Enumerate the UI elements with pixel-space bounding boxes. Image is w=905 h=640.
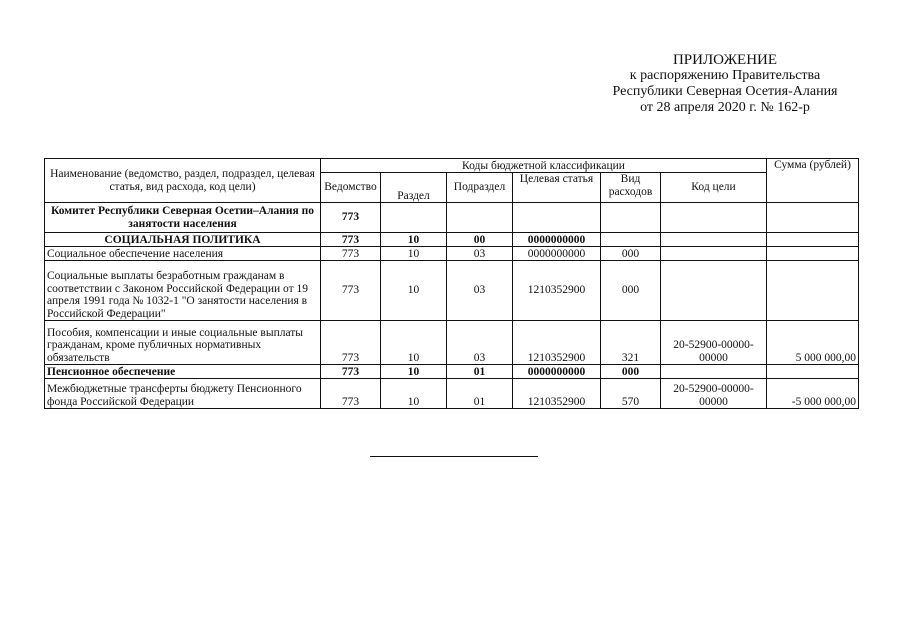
cell-celevaya: 1210352900 xyxy=(513,261,601,321)
header-row-1 xyxy=(45,159,859,173)
cell-celevaya: 0000000000 xyxy=(513,365,601,379)
row-name: Социальные выплаты безработным гражданам в соответствии с Законом Российской Федерации от 19 апреля 1991 года № 1032-1 "О занятости населения в Российской Федерации" xyxy=(45,261,321,321)
cell-vid: 000 xyxy=(601,365,661,379)
cell-razdel: 10 xyxy=(381,365,447,379)
cell-vedomstvo: 773 xyxy=(321,247,381,261)
cell-podrazdel: 01 xyxy=(447,379,513,409)
cell-vedomstvo: 773 xyxy=(321,203,381,233)
cell-celevaya: 0000000000 xyxy=(513,247,601,261)
row-name: Пенсионное обеспечение xyxy=(45,365,321,379)
cell-razdel xyxy=(381,203,447,233)
cell-sum xyxy=(767,261,859,321)
table-row xyxy=(45,365,859,379)
cell-razdel: 10 xyxy=(381,247,447,261)
cell-vedomstvo: 773 xyxy=(321,321,381,365)
col-header-vid: Вид расходов xyxy=(601,173,661,203)
cell-sum xyxy=(767,233,859,247)
cell-vid: 570 xyxy=(601,379,661,409)
col-header-razdel: Раздел xyxy=(381,173,447,203)
cell-vid: 321 xyxy=(601,321,661,365)
cell-podrazdel: 03 xyxy=(447,261,513,321)
col-header-sum: Сумма (рублей) xyxy=(767,159,859,203)
appendix-date-line: от 28 апреля 2020 г. № 162-р xyxy=(640,100,810,115)
row-name: Комитет Республики Северная Осетии–Алания по занятости населения xyxy=(45,203,321,233)
cell-razdel: 10 xyxy=(381,321,447,365)
cell-vedomstvo: 773 xyxy=(321,365,381,379)
cell-razdel: 10 xyxy=(381,233,447,247)
col-header-vedomstvo: Ведомство xyxy=(321,173,381,203)
cell-podrazdel: 01 xyxy=(447,365,513,379)
cell-celevaya: 1210352900 xyxy=(513,379,601,409)
row-name: СОЦИАЛЬНАЯ ПОЛИТИКА xyxy=(45,233,321,247)
table-row xyxy=(45,261,859,321)
signature-divider-line xyxy=(370,456,538,457)
cell-podrazdel xyxy=(447,203,513,233)
cell-vedomstvo: 773 xyxy=(321,261,381,321)
cell-podrazdel: 03 xyxy=(447,321,513,365)
cell-razdel: 10 xyxy=(381,379,447,409)
cell-celevaya: 0000000000 xyxy=(513,233,601,247)
cell-podrazdel: 03 xyxy=(447,247,513,261)
cell-sum xyxy=(767,365,859,379)
cell-razdel: 10 xyxy=(381,261,447,321)
col-header-kod-celi: Код цели xyxy=(661,173,767,203)
table-row xyxy=(45,203,859,233)
budget-table xyxy=(44,158,859,409)
table-row xyxy=(45,247,859,261)
col-header-podrazdel: Подраздел xyxy=(447,173,513,203)
cell-vid xyxy=(601,233,661,247)
appendix-header xyxy=(560,52,890,116)
cell-celevaya: 1210352900 xyxy=(513,321,601,365)
cell-kod-celi: 20-52900-00000-00000 xyxy=(661,321,767,365)
appendix-title: ПРИЛОЖЕНИЕ xyxy=(672,52,778,68)
appendix-line-1: к распоряжению Правительства xyxy=(629,68,821,83)
cell-kod-celi xyxy=(661,247,767,261)
cell-kod-celi xyxy=(661,365,767,379)
cell-kod-celi xyxy=(661,261,767,321)
cell-vedomstvo: 773 xyxy=(321,233,381,247)
cell-vid: 000 xyxy=(601,261,661,321)
cell-vid: 000 xyxy=(601,247,661,261)
table-row xyxy=(45,379,859,409)
col-header-codes: Коды бюджетной классификации xyxy=(321,159,767,173)
cell-sum: -5 000 000,00 xyxy=(767,379,859,409)
col-header-celevaya: Целевая статья xyxy=(513,173,601,203)
col-header-name: Наименование (ведомство, раздел, подраздел, целевая статья, вид расхода, код цели) xyxy=(45,159,321,203)
cell-sum xyxy=(767,203,859,233)
cell-vid xyxy=(601,203,661,233)
table-row xyxy=(45,233,859,247)
appendix-line-2: Республики Северная Осетия-Алания xyxy=(612,84,838,99)
cell-podrazdel: 00 xyxy=(447,233,513,247)
cell-kod-celi: 20-52900-00000-00000 xyxy=(661,379,767,409)
cell-vedomstvo: 773 xyxy=(321,379,381,409)
cell-celevaya xyxy=(513,203,601,233)
cell-sum: 5 000 000,00 xyxy=(767,321,859,365)
row-name: Межбюджетные трансферты бюджету Пенсионного фонда Российской Федерации xyxy=(45,379,321,409)
cell-sum xyxy=(767,247,859,261)
cell-kod-celi xyxy=(661,203,767,233)
cell-kod-celi xyxy=(661,233,767,247)
table-row xyxy=(45,321,859,365)
row-name: Социальное обеспечение населения xyxy=(45,247,321,261)
row-name: Пособия, компенсации и иные социальные выплаты гражданам, кроме публичных нормативных обязательств xyxy=(45,321,321,365)
